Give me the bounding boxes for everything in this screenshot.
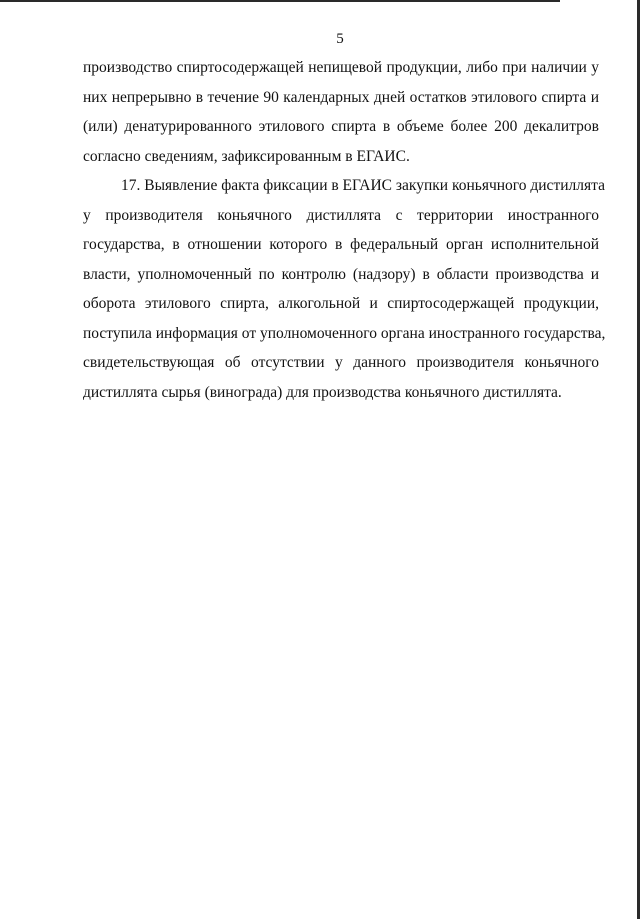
text-line: у производителя коньячного дистиллята с территории иностранного bbox=[83, 206, 599, 224]
document-body bbox=[83, 53, 606, 407]
text-line: них непрерывно в течение 90 календарных дней остатков этилового спирта и bbox=[83, 88, 599, 106]
text-line: оборота этилового спирта, алкогольной и спиртосодержащей продукции, bbox=[83, 295, 599, 312]
text-line: государства, в отношении которого в федеральный орган исполнительной bbox=[83, 236, 599, 253]
text-line: власти, уполномоченный по контролю (надзору) в области производства и bbox=[83, 265, 599, 283]
text-line: производство спиртосодержащей непищевой продукции, либо при наличии у bbox=[83, 59, 599, 76]
text-line: 17. Выявление факта фиксации в ЕГАИС закупки коньячного дистиллята bbox=[121, 177, 605, 194]
paragraph-continuation bbox=[83, 53, 599, 171]
text-line: (или) денатурированного этилового спирта в объеме более 200 декалитров bbox=[83, 118, 599, 135]
text-line: свидетельствующая об отсутствии у данного производителя коньячного bbox=[83, 354, 599, 371]
paragraph-item-17 bbox=[83, 171, 606, 407]
text-line: дистиллята сырья (винограда) для производства коньячного дистиллята. bbox=[83, 383, 562, 401]
text-line: согласно сведениям, зафиксированным в ЕГАИС. bbox=[83, 147, 410, 165]
page-number: 5 bbox=[336, 31, 344, 47]
text-line: поступила информация от уполномоченного органа иностранного государства, bbox=[83, 324, 606, 342]
scan-edge-top bbox=[0, 0, 560, 2]
